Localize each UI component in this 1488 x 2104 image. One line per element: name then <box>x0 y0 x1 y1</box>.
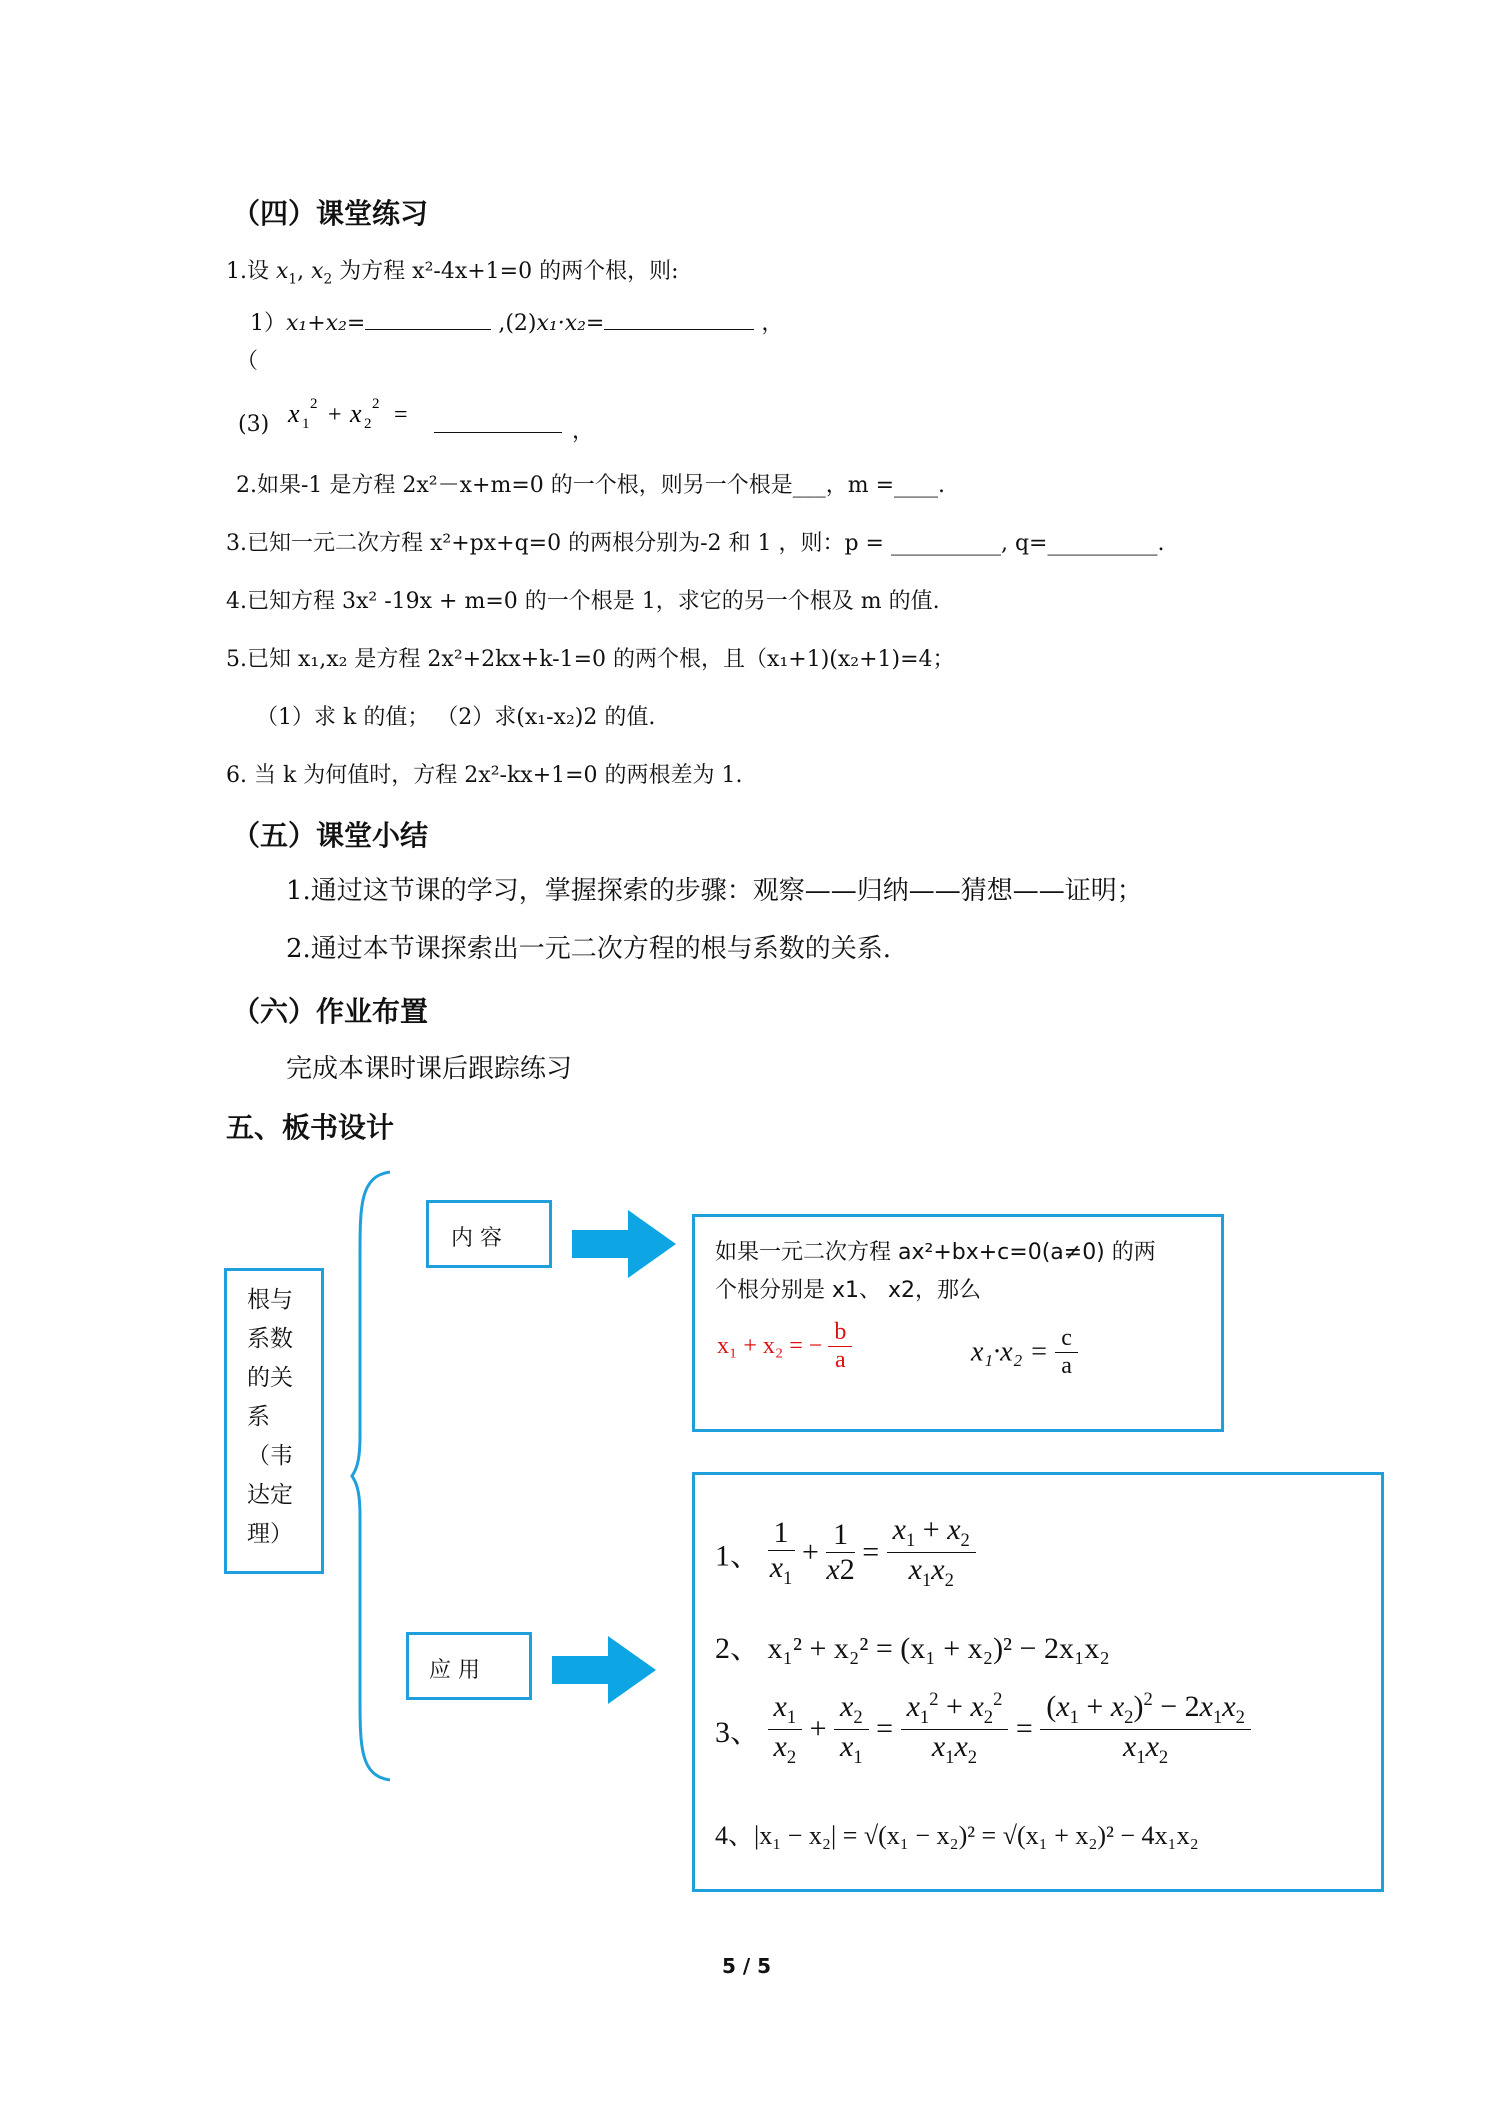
q1-equation: x²-4x+1=0 <box>412 259 533 284</box>
section4-heading: （四）课堂练习 <box>232 197 429 230</box>
q1-text-b: 为方程 <box>332 259 413 284</box>
content-label: 内 容 <box>451 1226 502 1251</box>
homework-text: 完成本课时课后跟踪练习 <box>286 1054 573 1084</box>
frac-1-over-x2: $\frac{1}{x2}$ <box>826 1518 855 1586</box>
summary-item-1: 1.通过这节课的学习，掌握探索的步骤：观察——归纳——猜想——证明； <box>286 876 1143 906</box>
sum-fraction <box>828 1319 852 1374</box>
content-label-box <box>426 1200 552 1268</box>
q1-comma: ， <box>761 311 784 336</box>
app3-label: 3、 <box>715 1716 760 1749</box>
sum-lhs: x₁ + x₂ = − <box>717 1333 823 1359</box>
arrow-right-icon <box>572 1210 682 1282</box>
svg-text:2: 2 <box>310 396 318 412</box>
answer-blank[interactable] <box>434 412 562 433</box>
question-1: 1.设 $x_1$, $x_2$ 为方程 x²-4x+1=0 的两个根，则: <box>226 259 679 288</box>
application-box <box>692 1472 1384 1892</box>
application-formula-4: 4、|x₁ − x₂| = √(x₁ − x₂)² = √(x₁ + x₂)² − 4x₁x₂ <box>715 1821 1199 1850</box>
q1-intro: 1.设 <box>226 259 276 284</box>
sum-den: a <box>835 1347 846 1373</box>
question-5-sub: （1）求 k 的值； （2）求(x₁-x₂)2 的值. <box>256 705 656 730</box>
svg-text:x: x <box>350 399 362 428</box>
section5-heading: （五）课堂小结 <box>232 819 429 852</box>
content-text-2: 个根分别是 x1、 x2，那么 <box>715 1278 982 1303</box>
left-line: 根与 <box>247 1287 293 1313</box>
answer-blank[interactable] <box>604 309 754 330</box>
application-formula-3: 3、 $\frac{x_1}{x_2}$ + $\frac{x_2}{x_1}$ = $\frac{x_1^2 + x_2^2}{x_1x_2}$ = $\frac{(x_1 + x_2)^2 - 2x_1x_2}{x_1x_2}$ <box>715 1689 1251 1769</box>
q1-text-c: 的两个根，则: <box>532 259 679 284</box>
question-2: 2.如果-1 是方程 2x²－x+m=0 的一个根，则另一个根是___，m =____. <box>236 473 946 498</box>
svg-text:+: + <box>328 402 342 428</box>
left-line: 达定 <box>247 1482 293 1508</box>
q1-part1-label: 1） <box>250 311 286 336</box>
left-line: 系数 <box>247 1326 293 1352</box>
vieta-product-formula <box>971 1325 1078 1380</box>
curly-brace-icon <box>348 1166 408 1786</box>
svg-text:2: 2 <box>364 416 372 432</box>
content-box <box>692 1214 1224 1432</box>
product-num: c <box>1055 1325 1078 1353</box>
svg-text:=: = <box>394 402 408 428</box>
frac-1-over-x1: $\frac{1}{x_1}$ <box>768 1516 795 1590</box>
sum-num: b <box>828 1319 852 1347</box>
q1-part1-expr: x₁+x₂= <box>286 311 366 336</box>
svg-text:x: x <box>288 399 300 428</box>
question-3: 3.已知一元二次方程 x²+px+q=0 的两根分别为-2 和 1 ，则：p = __________, q=__________. <box>226 531 1165 556</box>
board-left-text <box>247 1281 321 1554</box>
frac-x1-over-x2: $\frac{x_1}{x_2}$ <box>768 1690 803 1769</box>
open-paren: （ <box>236 349 259 374</box>
vieta-sum-formula <box>717 1319 852 1374</box>
svg-text:2: 2 <box>372 396 380 412</box>
content-text-1: 如果一元二次方程 ax²+bx+c=0(a≠0) 的两 <box>715 1240 1156 1265</box>
left-line: 系 <box>247 1404 270 1430</box>
q1-part2-label: ,(2) <box>498 311 537 336</box>
q1-part2-expr: x₁·x₂= <box>536 311 605 336</box>
apply-label-box <box>406 1632 532 1700</box>
board-left-box <box>224 1268 324 1574</box>
product-den: a <box>1061 1353 1072 1379</box>
question-1-parts <box>250 306 783 337</box>
app1-label: 1、 <box>715 1539 760 1573</box>
question-5: 5.已知 x₁,x₂ 是方程 2x²+2kx+k-1=0 的两个根，且（x₁+1)(x₂+1)=4； <box>226 647 955 672</box>
left-line: （韦 <box>247 1443 293 1469</box>
apply-label: 应 用 <box>429 1658 480 1683</box>
question-4: 4.已知方程 3x² -19x + m=0 的一个根是 1，求它的另一个根及 m 的值. <box>226 589 940 614</box>
q1-x2: x <box>311 259 324 284</box>
left-line: 的关 <box>247 1365 293 1391</box>
section6-heading: （六）作业布置 <box>232 995 429 1028</box>
arrow-right-icon <box>552 1636 662 1708</box>
page-number: 5 / 5 <box>722 1954 772 1978</box>
application-formula-1: 1、 $\frac{1}{x_1}$ + $\frac{1}{x2}$ = $\frac{x_1 + x_2}{x_1x_2}$ <box>715 1513 976 1592</box>
q1-part3-formula <box>284 386 434 436</box>
summary-item-2: 2.通过本节课探索出一元二次方程的根与系数的关系. <box>286 934 892 964</box>
q1-sep: , <box>297 259 312 284</box>
q1-x1: x <box>275 259 289 284</box>
frac-x2-over-x1: $\frac{x_2}{x_1}$ <box>834 1690 869 1769</box>
q1-part3-comma: ， <box>572 419 595 444</box>
product-fraction <box>1055 1325 1078 1380</box>
frac-squares-over-product: $\frac{x_1^2 + x_2^2}{x_1x_2}$ <box>901 1689 1009 1769</box>
left-line: 理） <box>247 1521 293 1547</box>
question-6: 6. 当 k 为何值时，方程 2x²-kx+1=0 的两根差为 1. <box>226 763 743 788</box>
product-lhs: x₁·x₂ = <box>971 1336 1049 1368</box>
answer-blank[interactable] <box>365 309 491 330</box>
q1-part3-label: (3) <box>238 412 270 437</box>
board-heading: 五、板书设计 <box>226 1111 395 1144</box>
frac-expanded-over-product: $\frac{(x_1 + x_2)^2 - 2x_1x_2}{x_1x_2}$ <box>1040 1689 1251 1769</box>
frac-sum-over-product: $\frac{x_1 + x_2}{x_1x_2}$ <box>887 1513 976 1592</box>
svg-text:1: 1 <box>302 416 310 432</box>
application-formula-2: 2、 x₁² + x₂² = (x₁ + x₂)² − 2x₁x₂ <box>715 1632 1110 1665</box>
